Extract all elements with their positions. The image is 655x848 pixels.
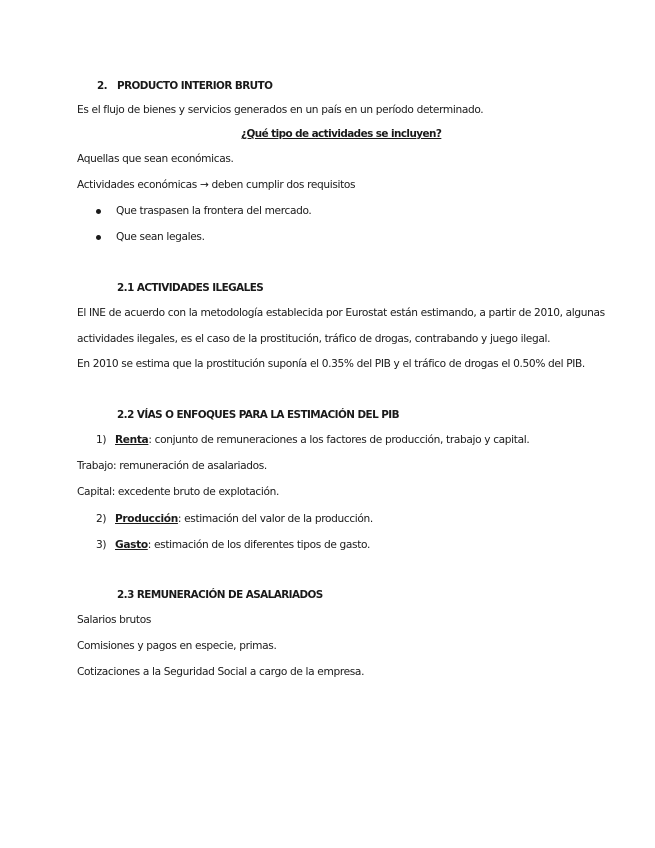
answer-text: Aquellas que sean económicas. (77, 153, 234, 165)
paragraph-line: Comisiones y pagos en especie, primas. (77, 640, 277, 652)
section-title: PRODUCTO INTERIOR BRUTO (117, 80, 273, 92)
requirements-intro: Actividades económicas → deben cumplir dos requisitos (77, 179, 356, 191)
capital-text: Capital: excedente bruto de explotación. (77, 486, 279, 498)
paragraph-line: Salarios brutos (77, 614, 152, 626)
item-text: : conjunto de remuneraciones a los factores de producción, trabajo y capital. (148, 434, 530, 446)
numbered-item (96, 538, 370, 552)
list-item: Que traspasen la frontera del mercado. (116, 205, 312, 217)
paragraph-line: En 2010 se estima que la prostitución suponía el 0.35% del PIB y el tráfico de drogas el 0.50% del PIB. (77, 358, 585, 370)
trabajo-text: Trabajo: remuneración de asalariados. (77, 460, 267, 472)
item-number: 3) (96, 539, 107, 551)
item-term: Renta (115, 434, 149, 446)
bullet-icon (96, 235, 101, 240)
item-number: 1) (96, 434, 107, 446)
item-number: 2) (96, 513, 107, 525)
definition-text: Es el flujo de bienes y servicios generados en un país en un período determinado. (77, 104, 484, 116)
item-term: Gasto (115, 539, 148, 551)
section-number: 2. (97, 80, 108, 92)
question-heading: ¿Qué tipo de actividades se incluyen? (241, 128, 442, 140)
subsection-title-2-1: 2.1 ACTIVIDADES ILEGALES (117, 282, 264, 294)
subsection-title-2-3: 2.3 REMUNERACIÓN DE ASALARIADOS (117, 589, 323, 601)
paragraph-line: Cotizaciones a la Seguridad Social a cargo de la empresa. (77, 666, 365, 678)
paragraph-line: actividades ilegales, es el caso de la prostitución, tráfico de drogas, contrabando y juego ilegal. (77, 333, 551, 345)
numbered-item (96, 512, 373, 526)
numbered-item (96, 433, 530, 447)
subsection-title-2-2: 2.2 VÍAS O ENFOQUES PARA LA ESTIMACIÓN DEL PIB (117, 409, 399, 421)
item-text: : estimación de los diferentes tipos de gasto. (147, 539, 370, 551)
bullet-icon (96, 209, 101, 214)
item-text: : estimación del valor de la producción. (177, 513, 373, 525)
paragraph-line: El INE de acuerdo con la metodología establecida por Eurostat están estimando, a partir de 2010, algunas (77, 307, 605, 319)
list-item: Que sean legales. (116, 231, 205, 243)
item-term: Producción (115, 513, 178, 525)
